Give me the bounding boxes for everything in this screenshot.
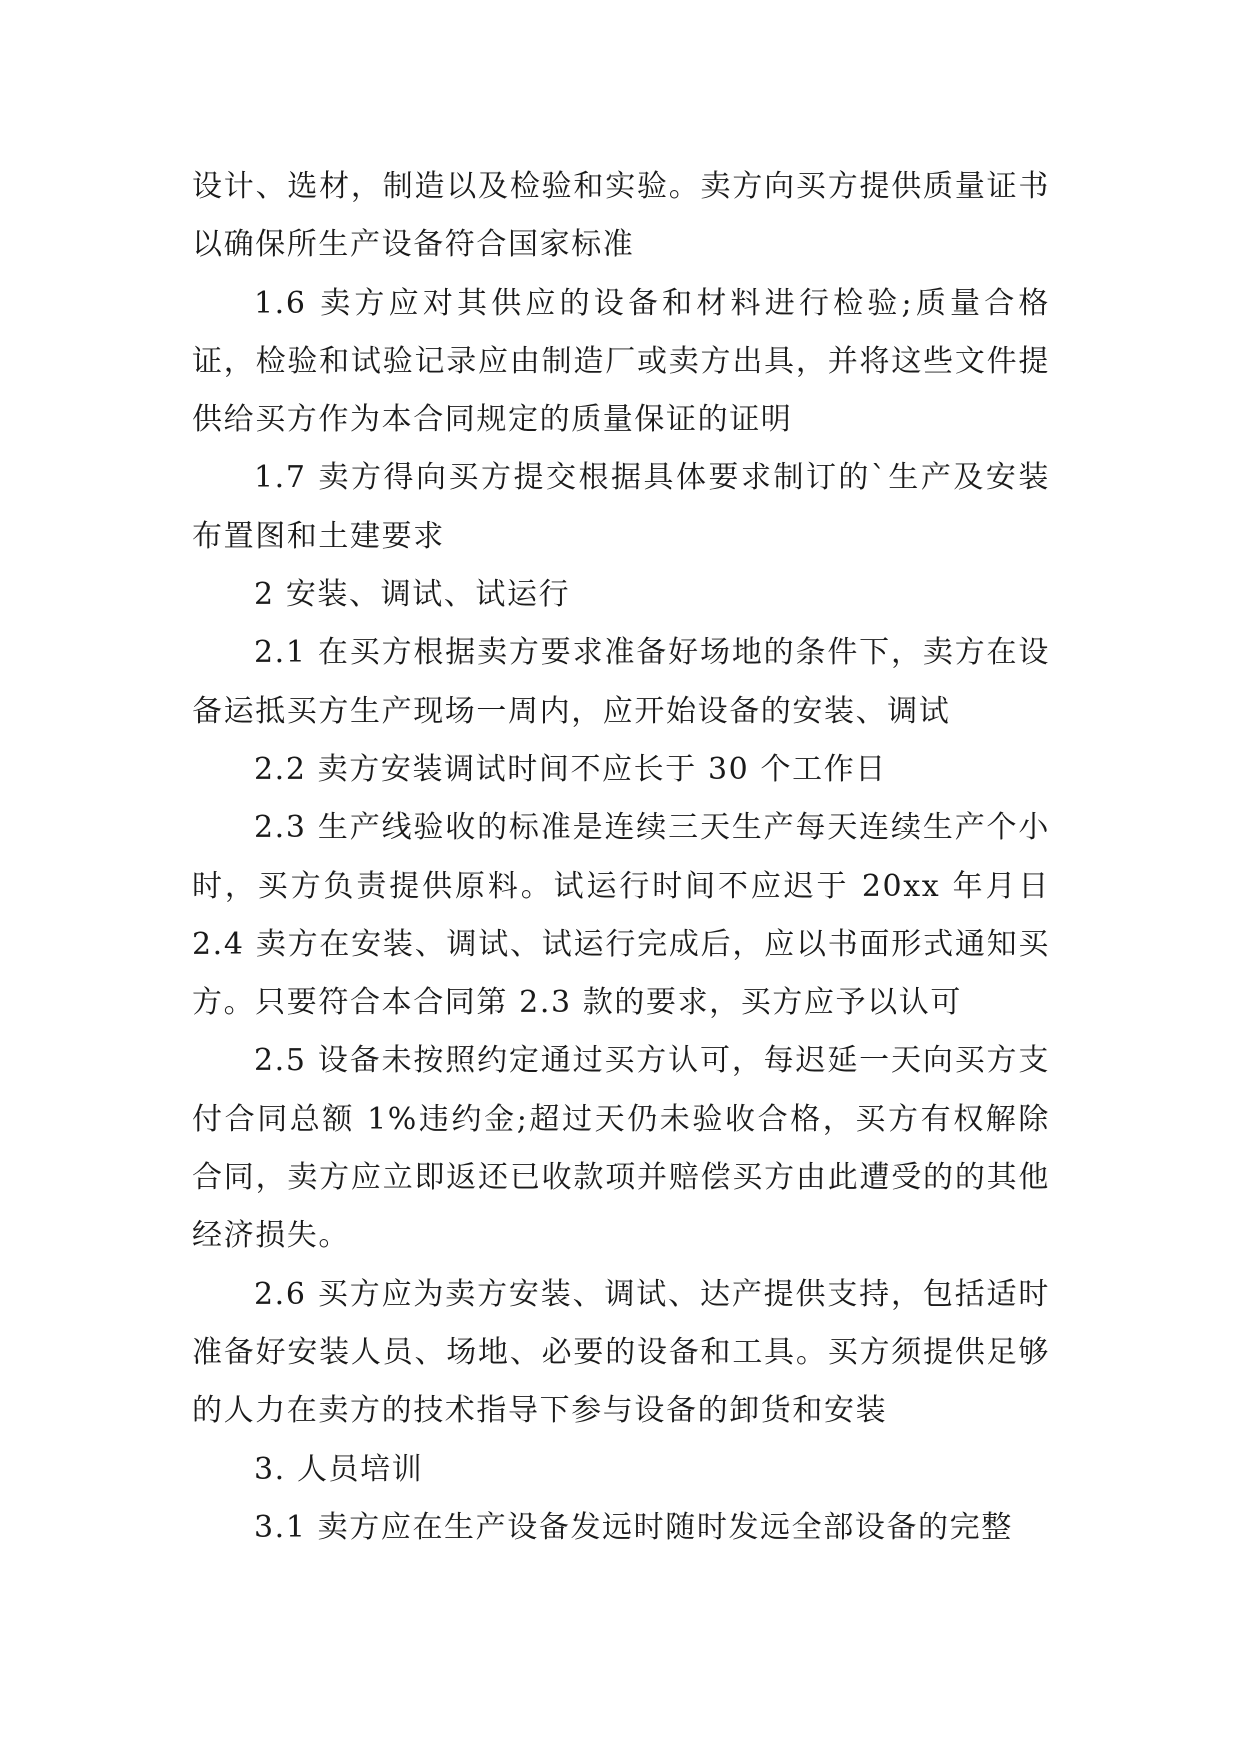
paragraph-1-6: 1.6 卖方应对其供应的设备和材料进行检验;质量合格证，检验和试验记录应由制造厂或卖方出具，并将这些文件提供给买方作为本合同规定的质量保证的证明	[192, 285, 1050, 438]
paragraph-2-1: 2.1 在买方根据卖方要求准备好场地的条件下，卖方在设备运抵买方生产现场一周内，应开始设备的安装、调试	[192, 635, 1050, 729]
paragraph-3-1: 3.1 卖方应在生产设备发远时随时发远全部设备的完整	[254, 1509, 1013, 1545]
paragraph-2-2: 2.2 卖方安装调试时间不应长于 30 个工作日	[254, 751, 887, 787]
section-heading-2: 2 安装、调试、试运行	[254, 577, 571, 613]
section-heading-3: 3. 人员培训	[254, 1451, 424, 1487]
paragraph-quality-certificate: 设计、选材，制造以及检验和实验。卖方向买方提供质量证书以确保所生产设备符合国家标准	[192, 169, 1050, 263]
paragraph-2-3: 2.3 生产线验收的标准是连续三天生产每天连续生产个小时，买方负责提供原料。试运行时间不应迟于 20xx 年月日 2.4 卖方在安装、调试、试运行完成后，应以书面形式通知买方。只要符合本合同第 2.3 款的要求，买方应予以认可	[192, 810, 1050, 1021]
paragraph-1-7: 1.7 卖方得向买方提交根据具体要求制订的`生产及安装布置图和土建要求	[192, 460, 1050, 554]
paragraph-2-5: 2.5 设备未按照约定通过买方认可，每迟延一天向买方支付合同总额 1%违约金;超过天仍未验收合格，买方有权解除合同，卖方应立即返还已收款项并赔偿买方由此遭受的的其他经济损失。	[192, 1043, 1050, 1254]
document-body	[192, 158, 1050, 1557]
paragraph-2-6: 2.6 买方应为卖方安装、调试、达产提供支持，包括适时准备好安装人员、场地、必要的设备和工具。买方须提供足够的人力在卖方的技术指导下参与设备的卸货和安装	[192, 1276, 1050, 1429]
